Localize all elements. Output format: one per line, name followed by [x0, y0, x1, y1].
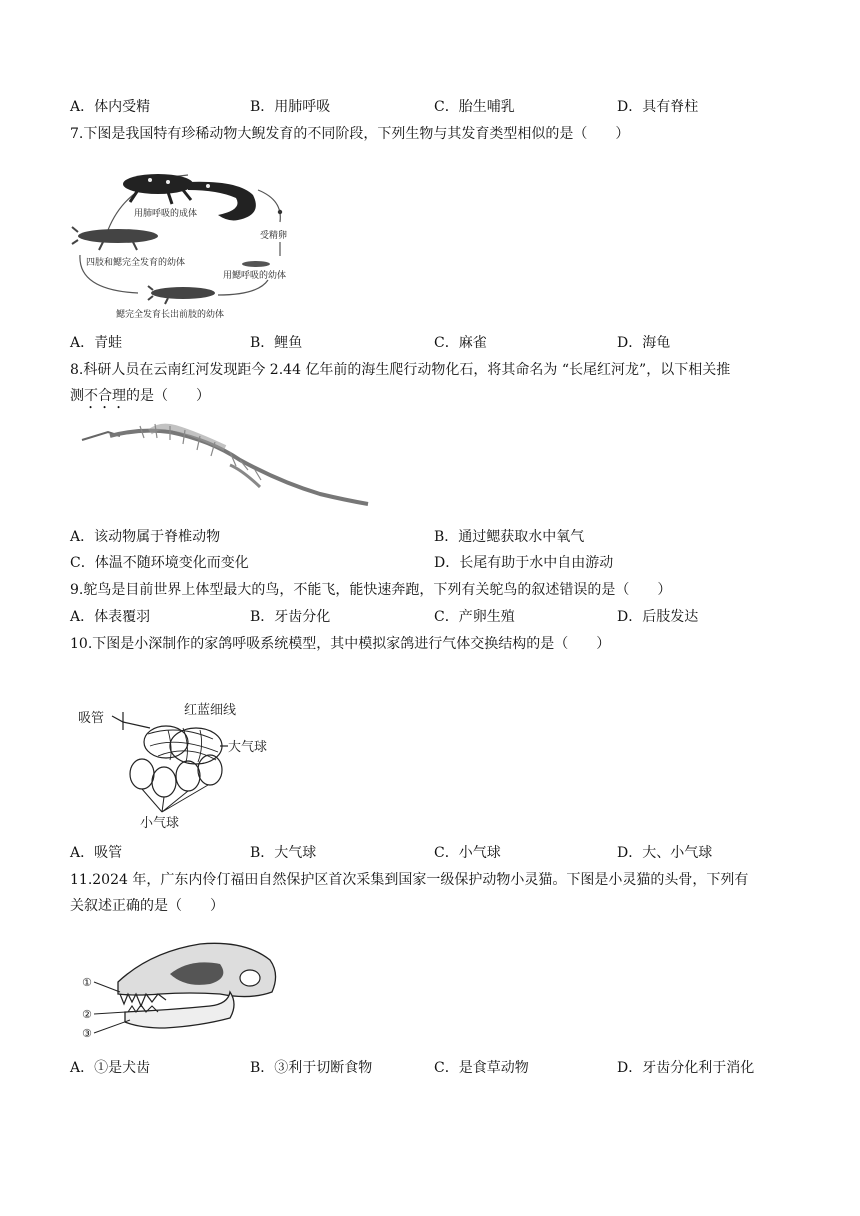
q6-option-b: B．用肺呼吸 [250, 99, 331, 115]
q6-option-d: D．具有脊柱 [617, 99, 699, 115]
q7-stem: 7.下图是我国特有珍稀动物大鲵发育的不同阶段，下列生物与其发育类型相似的是（ ） [70, 126, 630, 142]
q8-stem-line2 [70, 386, 210, 412]
front-limb-larva-drawing [148, 286, 215, 304]
cycle-arrow [258, 190, 280, 222]
marker-2: ② [82, 1008, 92, 1021]
q8-option-a: A．该动物属于脊椎动物 [70, 529, 221, 545]
q7-option-a: A．青蛙 [70, 335, 123, 351]
label-front-limb-larva: 鳃完全发育长出前肢的幼体 [116, 310, 225, 320]
civet-skull-figure [80, 934, 285, 1046]
q8-stem-prefix: 测 [70, 388, 84, 404]
q9-option-b: B．牙齿分化 [250, 609, 331, 625]
label-adult: 用肺呼吸的成体 [134, 209, 198, 219]
q9-option-a: A．体表覆羽 [70, 609, 151, 625]
big-balloon-drawing [144, 726, 222, 764]
q11-stem-line2: 关叙述正确的是（ ） [70, 898, 224, 914]
label-limb-larva: 四肢和鳃完全发育的幼体 [86, 258, 186, 268]
straw-drawing [112, 716, 150, 728]
q8-option-d: D．长尾有助于水中自由游动 [434, 555, 614, 571]
q7-option-d: D．海龟 [617, 335, 671, 351]
q10-stem: 10.下图是小深制作的家鸽呼吸系统模型，其中模拟家鸽进行气体交换结构的是（ ） [70, 636, 611, 652]
gill-larva-drawing [242, 261, 270, 267]
q7-option-c: C．麻雀 [434, 335, 487, 351]
q9-option-c: C．产卵生殖 [434, 609, 515, 625]
q7-option-b: B．鲤鱼 [250, 335, 303, 351]
q8-stem-suffix: 的是（ ） [126, 388, 210, 404]
q8-option-c: C．体温不随环境变化而变化 [70, 555, 249, 571]
fossil-figure [80, 420, 370, 512]
label-gill-larva: 用鳃呼吸的幼体 [223, 271, 287, 281]
pigeon-respiration-model-figure [78, 694, 298, 832]
q11-option-b: B．③利于切断食物 [250, 1060, 373, 1076]
label-egg: 受精卵 [260, 231, 288, 241]
label-small-balloon: 小气球 [140, 816, 180, 831]
q10-option-b: B．大气球 [250, 845, 317, 861]
skull-drawing [118, 943, 276, 1028]
marker-3: ③ [82, 1027, 92, 1040]
q9-option-d: D．后肢发达 [617, 609, 699, 625]
cycle-arrow [218, 280, 268, 295]
q6-option-a: A．体内受精 [70, 99, 151, 115]
q11-option-d: D．牙齿分化利于消化 [617, 1060, 755, 1076]
q10-option-a: A．吸管 [70, 845, 123, 861]
marker-1: ① [82, 976, 92, 989]
label-big-balloon: 大气球 [228, 740, 268, 755]
q11-option-c: C．是食草动物 [434, 1060, 529, 1076]
q6-option-c: C．胎生哺乳 [434, 99, 515, 115]
q8-stem-line1: 8.科研人员在云南红河发现距今 2.44 亿年前的海生爬行动物化石，将其命名为 “长尾红河龙”，以下相关推 [70, 362, 731, 378]
q9-stem: 9.鸵鸟是目前世界上体型最大的鸟，不能飞，能快速奔跑，下列有关鸵鸟的叙述错误的是（ ） [70, 582, 672, 598]
label-straw: 吸管 [78, 711, 105, 726]
q11-stem-line1: 11.2024 年，广东内伶仃福田自然保护区首次采集到国家一级保护动物小灵猫。下图是小灵猫的头骨，下列有 [70, 872, 749, 888]
limb-larva-drawing [72, 227, 158, 250]
q11-option-a: A．①是犬齿 [70, 1060, 151, 1076]
label-thread: 红蓝细线 [184, 703, 237, 718]
egg-drawing [278, 210, 282, 214]
fossil-spine [110, 431, 368, 504]
salamander-lifecycle-figure [68, 160, 308, 328]
q10-option-c: C．小气球 [434, 845, 501, 861]
q8-option-b: B．通过鳃获取水中氧气 [434, 529, 585, 545]
q10-option-d: D．大、小气球 [617, 845, 713, 861]
q8-emphasis-not-reasonable: 不合理 [84, 388, 126, 404]
